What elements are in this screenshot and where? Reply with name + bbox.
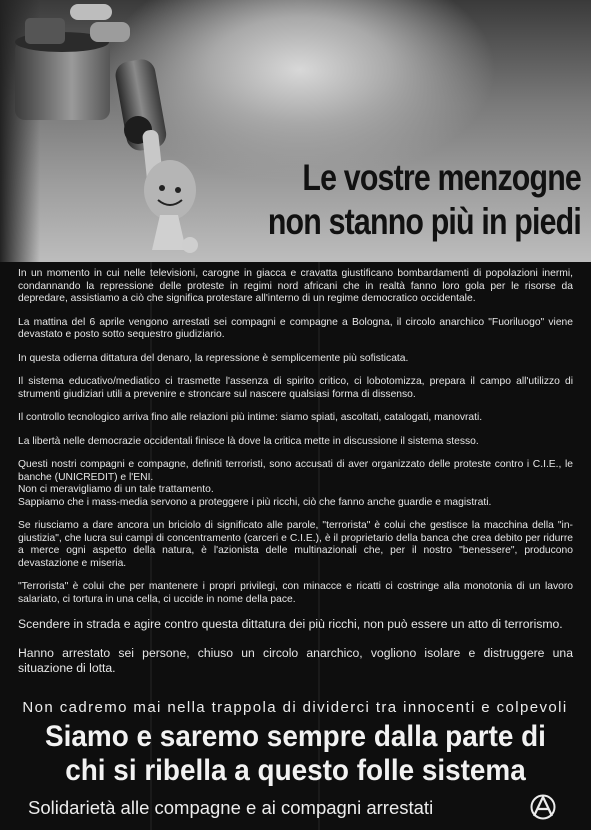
slogan-main bbox=[0, 720, 591, 788]
paragraph: Se riusciamo a dare ancora un briciolo di significato alle parole, "terrorista" è colui che gestisce la macchina della "in-giustizia", che lucra sui campi di concentramento (carceri e C.I.E.), è il proprietario della banca che crea debito per ridurre a merce ogni aspetto della natura, è l'azionista delle multinazionali che, per il nostro "benessere", producono devastazione e miseria. bbox=[18, 520, 573, 569]
headline bbox=[253, 156, 581, 244]
paragraph: Sappiamo che i mass-media servono a proteggere i più ricchi, ciò che fanno anche guardie e magistrati. bbox=[18, 496, 492, 508]
slogan-main-line-1: Siamo e saremo sempre dalla parte di bbox=[45, 720, 546, 753]
paragraph: In questa odierna dittatura del denaro, la repressione è semplicemente più sofisticata. bbox=[18, 352, 409, 364]
slogan-main-line-2: chi si ribella a questo folle sistema bbox=[65, 754, 526, 787]
paragraph-group bbox=[18, 459, 573, 509]
headline-line-2: non stanno più in piedi bbox=[267, 201, 581, 242]
header-photo bbox=[0, 0, 591, 262]
headline-line-1: Le vostre menzogne bbox=[302, 157, 581, 198]
paragraph: Non ci meravigliamo di un tale trattamento. bbox=[18, 484, 214, 495]
paragraph: In un momento in cui nelle televisioni, carogne in giacca e cravatta giustificano bombardamenti di popolazioni inermi, condannando la repressione delle proteste in regimi nord africani che in realtà fanno loro gola per le risorse da depredare, assistiamo a ciò che significa protestare all'interno di un regime democratico occidentale. bbox=[18, 268, 573, 304]
slogan-innocents: Non cadremo mai nella trappola di dividerci tra innocenti e colpevoli bbox=[22, 699, 568, 716]
paragraph: Il controllo tecnologico arriva fino alle relazioni più intime: siamo spiati, ascoltati, catalogati, manovrati. bbox=[18, 412, 483, 423]
wooden-puppet-illustration bbox=[10, 0, 210, 262]
paragraph: La mattina del 6 aprile vengono arrestati sei compagni e compagne a Bologna, il circolo anarchico "Fuoriluogo" viene devastato e posto sotto sequestro giudiziario. bbox=[18, 316, 573, 340]
body-text bbox=[18, 268, 573, 676]
paragraph: Scendere in strada e agire contro questa dittatura dei più ricchi, non può essere un atto di terrorismo. bbox=[18, 617, 563, 631]
paragraph: "Terrorista" è colui che per mantenere i propri privilegi, con minacce e ricatti ci costringe alla monotonia di un lavoro salariato, ci tortura in una cella, ci uccide in nome della pace. bbox=[18, 581, 573, 605]
paragraph: Il sistema educativo/mediatico ci trasmette l'assenza di spirito critico, ci lobotomizza, prepara il campo all'utilizzo di strumenti giudiziari utili a prevenire e stroncare sul nascere qualsiasi forma di dissenso. bbox=[18, 376, 573, 400]
paragraph: Hanno arrestato sei persone, chiuso un circolo anarchico, vogliono isolare e distruggere una situazione di lotta. bbox=[18, 646, 573, 675]
slogan-solidarity: Solidarietà alle compagne e ai compagni arrestati bbox=[28, 797, 434, 818]
paragraph: Questi nostri compagni e compagne, definiti terroristi, sono accusati di aver organizzato delle proteste contro i C.I.E., le banche (UNICREDIT) e l'ENI. bbox=[18, 459, 573, 483]
paragraph: La libertà nelle democrazie occidentali finisce là dove la critica mette in discussione il sistema stesso. bbox=[18, 435, 479, 447]
anarchy-symbol-icon bbox=[530, 794, 556, 820]
